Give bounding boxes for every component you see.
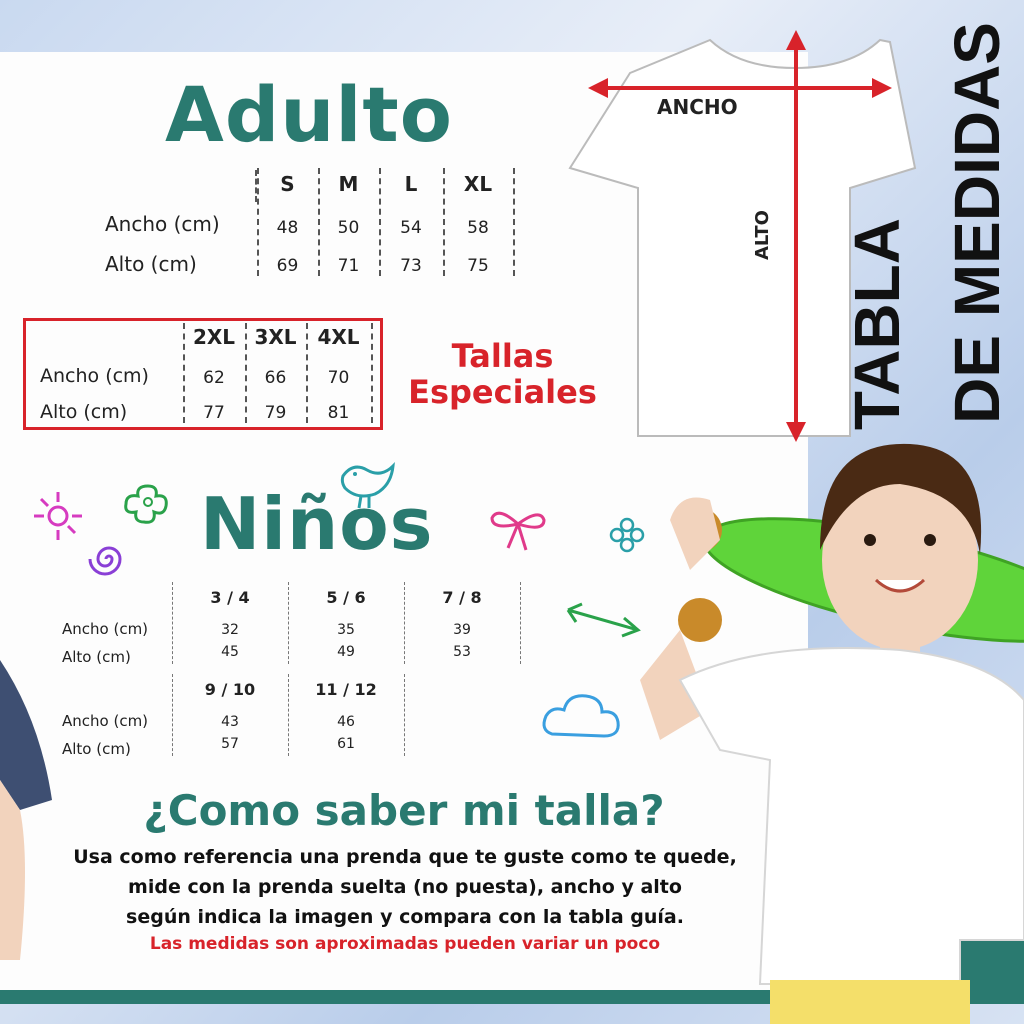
- flower-doodle-icon: [120, 478, 176, 528]
- special-ancho-label: Ancho (cm): [40, 365, 149, 387]
- kids-alto-value: 61: [337, 736, 355, 752]
- howto-line: mide con la prenda suelta (no puesta), ancho y alto: [128, 876, 682, 898]
- adult-ancho-value: 50: [337, 218, 360, 238]
- adult-ancho-value: 58: [467, 218, 489, 238]
- kids-size-header: 9 / 10: [204, 680, 256, 699]
- kids-alto-label: Alto (cm): [62, 648, 131, 666]
- sun-doodle-icon: [30, 488, 90, 548]
- adult-alto-value: 73: [400, 256, 422, 276]
- special-ancho-value: 70: [327, 368, 350, 388]
- kids-ancho-value: 46: [337, 714, 355, 730]
- special-size-header: 4XL: [317, 325, 360, 349]
- howto-instructions: [30, 842, 780, 932]
- alto-diagram-label: ALTO: [752, 210, 773, 261]
- child-eye: [924, 534, 936, 546]
- kids-ancho-label: Ancho (cm): [62, 620, 149, 638]
- special-alto-label: Alto (cm): [40, 401, 128, 423]
- kids-ancho-value: 39: [453, 622, 471, 638]
- kids-alto-value: 45: [221, 644, 239, 660]
- alto-arrow-top: [786, 30, 806, 50]
- adult-ancho-label: Ancho (cm): [105, 212, 220, 236]
- adult-size-header: S: [280, 172, 295, 196]
- special-size-header: 3XL: [254, 325, 297, 349]
- ancho-arrow-left: [588, 78, 608, 98]
- special-title-line2: Especiales: [408, 373, 597, 411]
- howto-line: Usa como referencia una prenda que te guste como te quede,: [73, 846, 737, 868]
- kids-alto-value: 53: [453, 644, 471, 660]
- howto-line: según indica la imagen y compara con la tabla guía.: [126, 906, 684, 928]
- bow-doodle-icon: [488, 502, 548, 558]
- cloud-doodle-icon: [538, 684, 630, 744]
- child-hand: [670, 498, 720, 571]
- adult-size-header: M: [338, 172, 359, 196]
- special-alto-value: 81: [327, 403, 350, 423]
- howto-title: ¿Como saber mi talla?: [143, 786, 665, 835]
- kids-size-header: 5 / 6: [326, 588, 366, 607]
- adult-alto-value: 69: [276, 256, 299, 276]
- adult-size-header: XL: [463, 172, 493, 196]
- special-ancho-value: 62: [203, 368, 225, 388]
- special-alto-value: 77: [203, 403, 225, 423]
- child-yellow-shorts: [770, 980, 970, 1024]
- kids-size-header: 7 / 8: [442, 588, 482, 607]
- adult-ancho-value: 48: [276, 218, 299, 238]
- adult-ancho-value: 54: [400, 218, 422, 238]
- skateboard-wheel: [678, 598, 722, 642]
- howto-warning: Las medidas son aproximadas pueden variar un poco: [149, 934, 661, 954]
- adult-alto-value: 71: [337, 256, 360, 276]
- adult-size-header: L: [404, 172, 418, 196]
- special-title-line1: Tallas: [451, 337, 554, 375]
- side-title-de-medidas: DE MEDIDAS: [941, 22, 1013, 424]
- kids-title: Niños: [200, 482, 434, 566]
- adult-title: Adulto: [165, 70, 453, 159]
- kids-ancho-value: 32: [221, 622, 239, 638]
- ancho-diagram-label: ANCHO: [657, 95, 738, 119]
- kids-ancho-label: Ancho (cm): [62, 712, 149, 730]
- adult-alto-value: 75: [467, 256, 489, 276]
- special-size-header: 2XL: [192, 325, 236, 349]
- special-sizes-box: [23, 318, 383, 430]
- spiral-doodle-icon: [85, 535, 133, 583]
- kids-alto-value: 57: [221, 736, 239, 752]
- kids-size-header: 11 / 12: [315, 680, 377, 699]
- kids-alto-label: Alto (cm): [62, 740, 131, 758]
- kids-ancho-value: 35: [337, 622, 355, 638]
- adult-alto-label: Alto (cm): [105, 252, 197, 276]
- kids-alto-value: 49: [337, 644, 355, 660]
- special-ancho-value: 66: [264, 368, 287, 388]
- kids-ancho-value: 43: [221, 714, 239, 730]
- side-title-tabla: TABLA: [841, 218, 913, 431]
- kids-size-header: 3 / 4: [210, 588, 250, 607]
- special-alto-value: 79: [264, 403, 287, 423]
- child-eye: [864, 534, 876, 546]
